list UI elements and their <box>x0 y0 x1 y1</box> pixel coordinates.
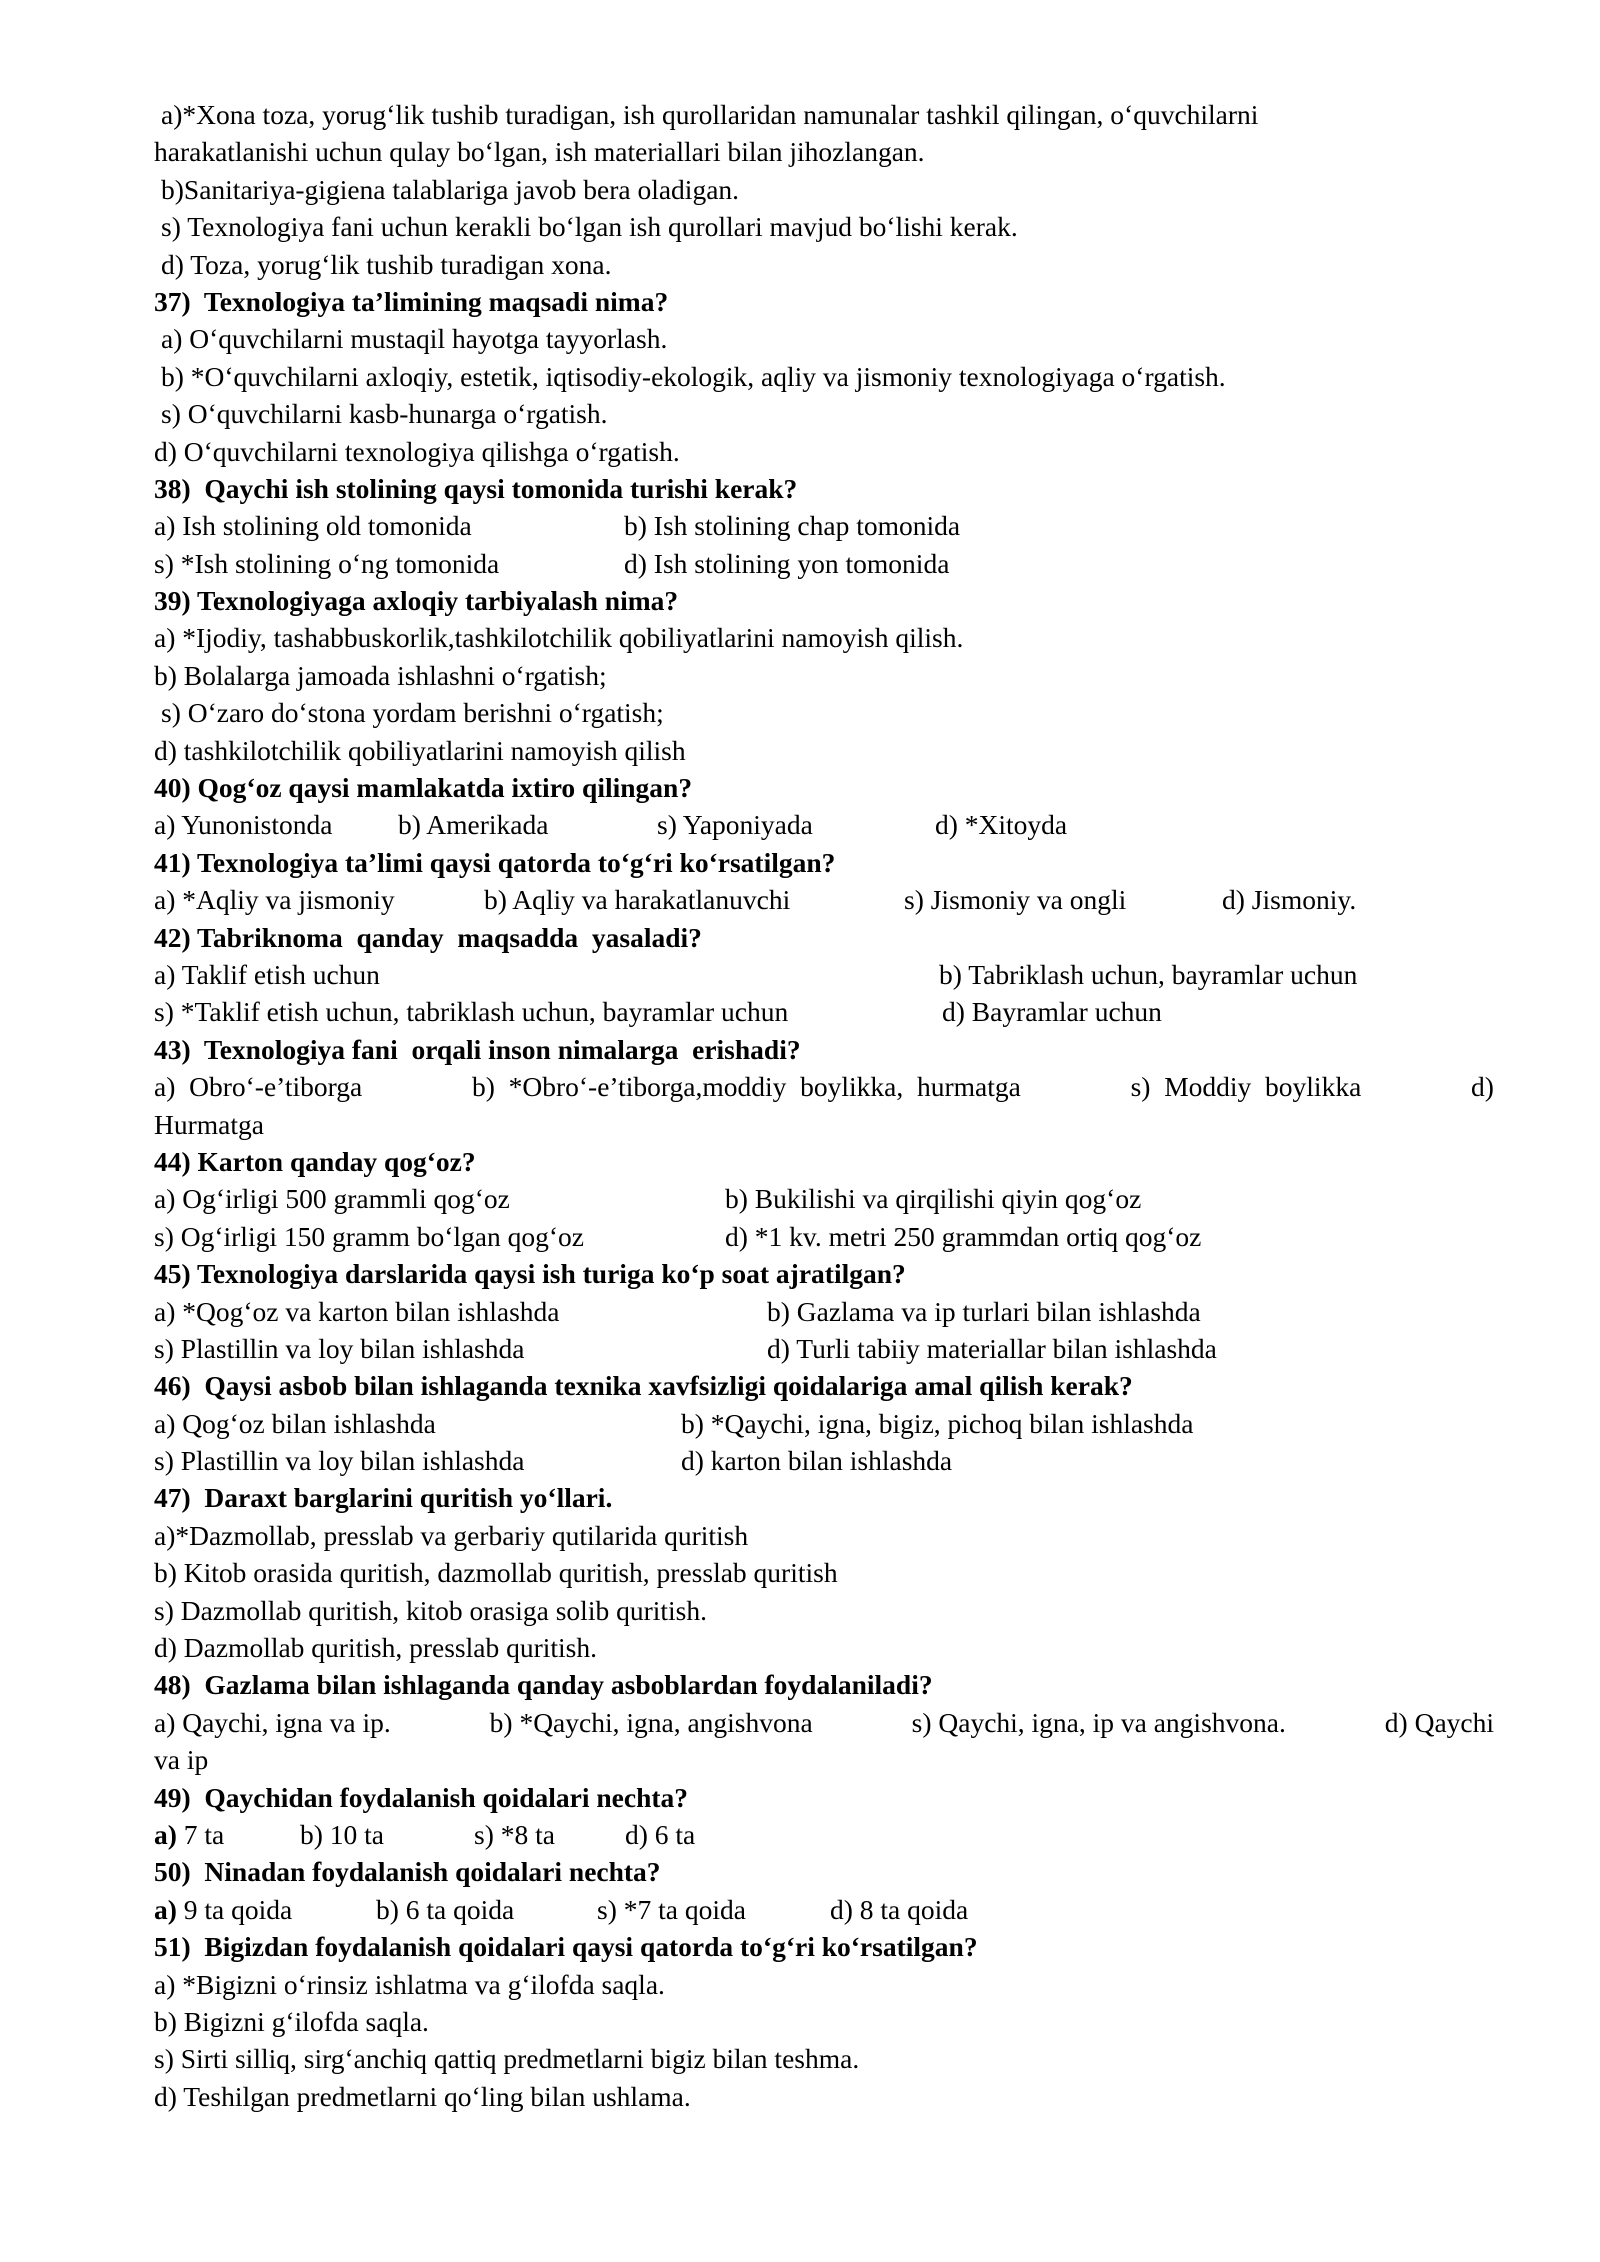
q41-question: 41) Texnologiya ta’limi qaysi qatorda toʻgʻri koʻrsatilgan? <box>154 846 836 878</box>
q38-option-s: s) *Ish stolining oʻng tomonida <box>154 547 500 579</box>
q43-option-b: b) *Obroʻ-e’tiborga,moddiy boylikka, hurmatga <box>471 1071 1021 1103</box>
q38-question: 38) Qaychi ish stolining qaysi tomonida turishi kerak? <box>154 472 798 504</box>
q38-row-2 <box>154 545 1494 582</box>
q36-option-a-text: a)*Xona toza, yorugʻlik tushib turadigan, ish qurollaridan namunalar tashkil qilingan, oʻquvchilarni <box>161 99 1259 130</box>
q50-option-a-text: 9 ta qoida <box>176 1893 293 1925</box>
q46-question: 46) Qaysi asbob bilan ishlaganda texnika xavfsizligi qoidalariga amal qilish kerak? <box>154 1370 1133 1402</box>
q50-option-a-label: a) <box>154 1893 177 1925</box>
q37-question: 37) Texnologiya ta’limining maqsadi nima? <box>154 285 669 317</box>
q49-option-a-label: a) <box>154 1818 177 1850</box>
q40-option-d: d) *Xitoyda <box>935 809 1068 841</box>
q50-question: 50) Ninadan foydalanish qoidalari nechta? <box>154 1856 661 1888</box>
q49-option-a-text: 7 ta <box>176 1818 225 1850</box>
q44-option-a: a) Ogʻirligi 500 grammli qogʻoz <box>154 1183 510 1215</box>
q43-option-d: d) <box>1471 1071 1494 1103</box>
q41-option-s: s) Jismoniy va ongli <box>904 884 1127 916</box>
q46-option-d: d) karton bilan ishlashda <box>681 1445 953 1477</box>
q41-option-b: b) Aqliy va harakatlanuvchi <box>484 884 791 916</box>
q48-option-d: d) Qaychi <box>1384 1706 1494 1738</box>
q50-option-b: b) 6 ta qoida <box>376 1893 515 1925</box>
q43-option-s: s) Moddiy boylikka <box>1130 1071 1362 1103</box>
q45-option-a: a) *Qogʻoz va karton bilan ishlashda <box>154 1295 560 1327</box>
q36-option-d: d) Toza, yorugʻlik tushib turadigan xona. <box>161 248 612 280</box>
q39-option-d: d) tashkilotchilik qobiliyatlarini namoyish qilish <box>154 734 686 766</box>
q39-question: 39) Texnologiyaga axloqiy tarbiyalash nima? <box>154 585 679 617</box>
q43-question: 43) Texnologiya fani orqali inson nimalarga erishadi? <box>154 1033 801 1065</box>
q44-option-d: d) *1 kv. metri 250 grammdan ortiq qogʻoz <box>725 1220 1202 1252</box>
q48-question: 48) Gazlama bilan ishlaganda qanday asboblardan foydalaniladi? <box>154 1669 933 1701</box>
q42-option-s: s) *Taklif etish uchun, tabriklash uchun, bayramlar uchun <box>154 996 789 1028</box>
q43-option-d-continued: Hurmatga <box>154 1108 264 1140</box>
q36-option-a-line1 <box>154 96 1494 133</box>
q51-question: 51) Bigizdan foydalanish qoidalari qaysi qatorda toʻgʻri koʻrsatilgan? <box>154 1931 978 1963</box>
q37-option-s: s) Oʻquvchilarni kasb-hunarga oʻrgatish. <box>161 398 608 430</box>
q37-option-b: b) *Oʻquvchilarni axloqiy, estetik, iqtisodiy-ekologik, aqliy va jismoniy texnologiyaga oʻrgatish. <box>161 360 1226 392</box>
q40-options <box>154 806 1494 843</box>
q42-question: 42) Tabriknoma qanday maqsadda yasaladi? <box>154 921 702 953</box>
q44-option-s: s) Ogʻirligi 150 gramm boʻlgan qogʻoz <box>154 1220 584 1252</box>
q45-question: 45) Texnologiya darslarida qaysi ish turiga koʻp soat ajratilgan? <box>154 1258 906 1290</box>
q50-options <box>154 1891 1494 1928</box>
q47-option-s: s) Dazmollab quritish, kitob orasiga solib quritish. <box>154 1594 707 1626</box>
q43-option-a: a) Obroʻ-e’tiborga <box>154 1071 363 1103</box>
q49-option-d: d) 6 ta <box>625 1818 696 1850</box>
q45-option-d: d) Turli tabiiy materiallar bilan ishlashda <box>767 1332 1217 1364</box>
q45-option-s: s) Plastillin va loy bilan ishlashda <box>154 1332 525 1364</box>
q47-option-b: b) Kitob orasida quritish, dazmollab quritish, presslab quritish <box>154 1557 838 1589</box>
q41-option-a: a) *Aqliy va jismoniy <box>154 884 395 916</box>
q47-option-d: d) Dazmollab quritish, presslab quritish. <box>154 1632 597 1664</box>
q48-option-s: s) Qaychi, igna, ip va angishvona. <box>911 1706 1286 1738</box>
q36-option-a-line2: harakatlanishi uchun qulay boʻlgan, ish materiallari bilan jihozlangan. <box>154 136 925 168</box>
q48-option-b: b) *Qaychi, igna, angishvona <box>489 1706 813 1738</box>
q51-option-s: s) Sirti silliq, sirgʻanchiq qattiq predmetlarni bigiz bilan teshma. <box>154 2043 860 2075</box>
q38-option-b: b) Ish stolining chap tomonida <box>624 510 961 542</box>
q44-row-2 <box>154 1218 1494 1255</box>
q38-option-d: d) Ish stolining yon tomonida <box>624 547 950 579</box>
q36-option-b: b)Sanitariya-gigiena talablariga javob bera oladigan. <box>161 173 740 205</box>
q42-row-2 <box>154 993 1494 1030</box>
q47-option-a: a)*Dazmollab, presslab va gerbariy qutilarida quritish <box>154 1519 749 1551</box>
q37-option-d: d) Oʻquvchilarni texnologiya qilishga oʻrgatish. <box>154 435 680 467</box>
q42-option-a: a) Taklif etish uchun <box>154 958 380 990</box>
q46-option-a: a) Qogʻoz bilan ishlashda <box>154 1407 436 1439</box>
q45-option-b: b) Gazlama va ip turlari bilan ishlashda <box>767 1295 1201 1327</box>
q50-option-a <box>154 1891 376 1928</box>
q46-option-b: b) *Qaychi, igna, bigiz, pichoq bilan ishlashda <box>681 1407 1194 1439</box>
q37-option-a: a) Oʻquvchilarni mustaqil hayotga tayyorlash. <box>161 323 668 355</box>
q46-row-2 <box>154 1442 1494 1479</box>
q40-option-b: b) Amerikada <box>398 809 549 841</box>
q40-option-a: a) Yunonistonda <box>154 809 333 841</box>
q49-question: 49) Qaychidan foydalanish qoidalari nechta? <box>154 1781 689 1813</box>
q49-options <box>154 1816 1494 1853</box>
q42-row-1 <box>154 956 1494 993</box>
q38-option-a: a) Ish stolining old tomonida <box>154 510 472 542</box>
q42-option-d: d) Bayramlar uchun <box>942 996 1162 1028</box>
q45-row-1 <box>154 1293 1494 1330</box>
q48-option-d-continued: va ip <box>154 1744 209 1776</box>
q39-option-b: b) Bolalarga jamoada ishlashni oʻrgatish; <box>154 659 607 691</box>
q44-option-b: b) Bukilishi va qirqilishi qiyin qogʻoz <box>725 1183 1142 1215</box>
q36-option-s: s) Texnologiya fani uchun kerakli boʻlgan ish qurollari mavjud boʻlishi kerak. <box>161 211 1018 243</box>
q40-question: 40) Qogʻoz qaysi mamlakatda ixtiro qilingan? <box>154 772 693 804</box>
q40-option-s: s) Yaponiyada <box>657 809 813 841</box>
q46-row-1 <box>154 1405 1494 1442</box>
document-page <box>154 96 1494 2115</box>
q44-question: 44) Karton qanday qogʻoz? <box>154 1145 476 1177</box>
q38-row-1 <box>154 507 1494 544</box>
q44-row-1 <box>154 1180 1494 1217</box>
q51-option-a: a) *Bigizni oʻrinsiz ishlatma va gʻilofda saqla. <box>154 1968 665 2000</box>
q41-option-d: d) Jismoniy. <box>1222 884 1357 916</box>
q51-option-b: b) Bigizni gʻilofda saqla. <box>154 2005 429 2037</box>
q47-question: 47) Daraxt barglarini quritish yoʻllari. <box>154 1482 613 1514</box>
q46-option-s: s) Plastillin va loy bilan ishlashda <box>154 1445 525 1477</box>
q39-option-s: s) Oʻzaro doʻstona yordam berishni oʻrgatish; <box>161 697 664 729</box>
q45-row-2 <box>154 1330 1494 1367</box>
q50-option-s: s) *7 ta qoida <box>597 1893 746 1925</box>
q49-option-a <box>154 1816 300 1853</box>
q48-option-a: a) Qaychi, igna va ip. <box>154 1706 391 1738</box>
q41-options <box>154 881 1494 918</box>
q42-option-b: b) Tabriklash uchun, bayramlar uchun <box>939 958 1358 990</box>
q51-option-d: d) Teshilgan predmetlarni qoʻling bilan ushlama. <box>154 2080 691 2112</box>
q49-option-b: b) 10 ta <box>300 1818 385 1850</box>
q48-options <box>154 1704 1494 1741</box>
q49-option-s: s) *8 ta <box>474 1818 555 1850</box>
q50-option-d: d) 8 ta qoida <box>830 1893 969 1925</box>
q43-options <box>154 1068 1494 1105</box>
q39-option-a: a) *Ijodiy, tashabbuskorlik,tashkilotchilik qobiliyatlarini namoyish qilish. <box>154 622 964 654</box>
